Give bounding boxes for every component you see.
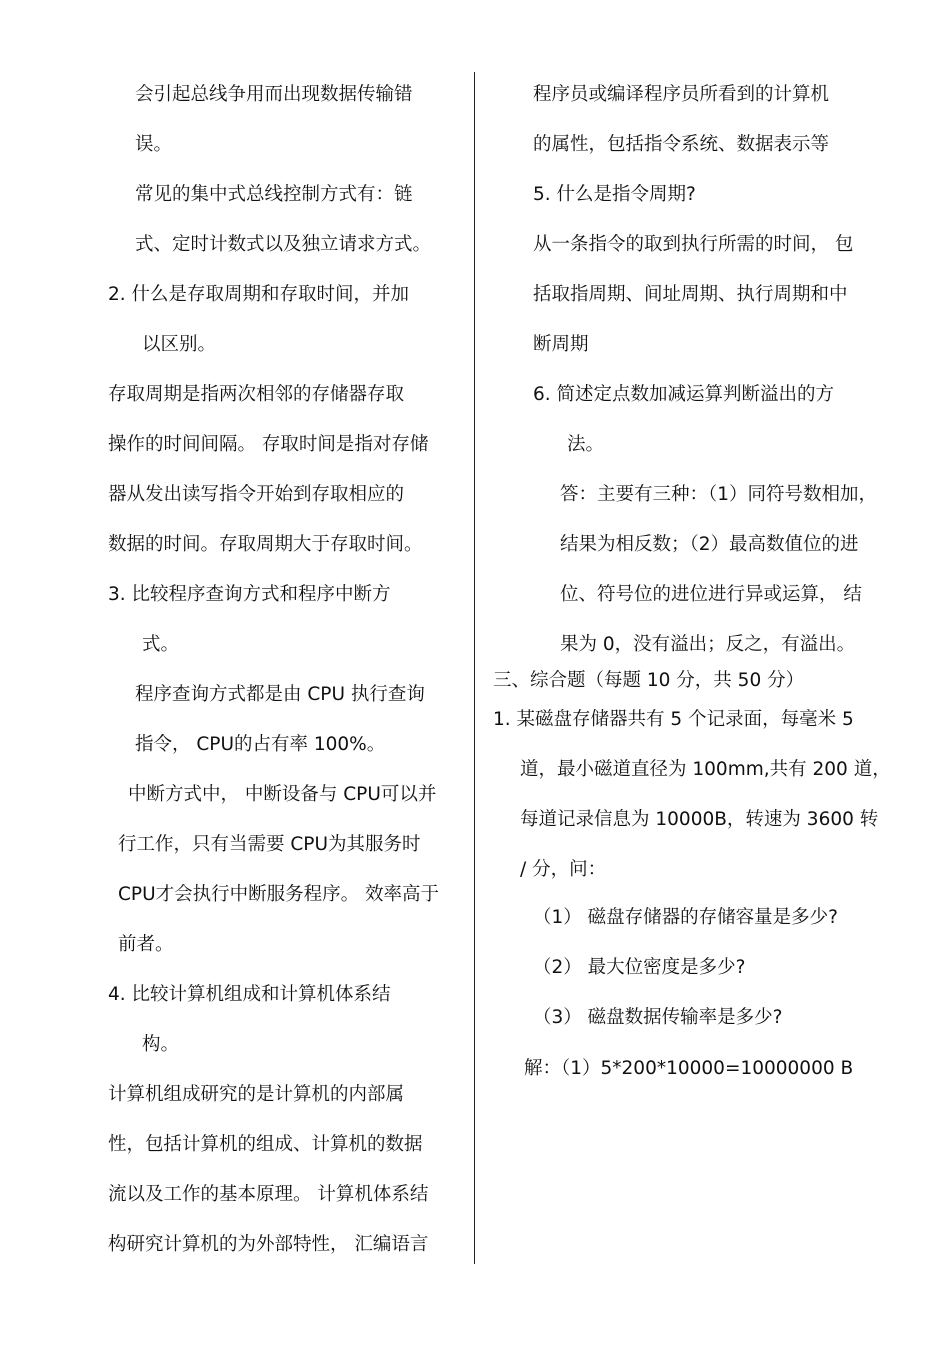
right-line-10: 结果为相反数；（2）最高数值位的进 — [560, 534, 859, 555]
left-line-7: 存取周期是指两次相邻的存储器存取 — [108, 384, 405, 405]
right-line-8: 法。 — [567, 434, 605, 455]
left-line-17: CPU才会执行中断服务程序。 效率高于 — [118, 884, 439, 905]
left-line-9: 器从发出读写指令开始到存取相应的 — [108, 484, 405, 505]
sub-question-3: （3） 磁盘数据传输率是多少? — [533, 1007, 783, 1028]
sub-question-2: （2） 最大位密度是多少? — [533, 957, 746, 978]
left-line-2: 误。 — [135, 134, 173, 155]
right-line-12: 果为 0，没有溢出；反之，有溢出。 — [560, 634, 856, 655]
right-line-15: 道，最小磁道直径为 100mm,共有 200 道， — [520, 759, 891, 780]
left-line-18: 前者。 — [118, 934, 174, 955]
right-line-9: 答：主要有三种：（1）同符号数相加， — [560, 484, 878, 505]
left-line-13: 程序查询方式都是由 CPU 执行查询 — [135, 684, 425, 705]
answer-line: 解：（1）5*200*10000=10000000 B — [524, 1058, 854, 1079]
right-line-1: 程序员或编译程序员所看到的计算机 — [533, 84, 830, 105]
left-line-23: 流以及工作的基本原理。 计算机体系结 — [108, 1184, 429, 1205]
left-line-16: 行工作，只有当需要 CPU为其服务时 — [118, 834, 421, 855]
left-line-14: 指令， CPU的占有率 100%。 — [135, 734, 386, 755]
left-question-2: 2. 什么是存取周期和存取时间，并加 — [108, 284, 410, 305]
right-line-6: 断周期 — [533, 334, 589, 355]
left-line-3: 常见的集中式总线控制方式有：链 — [135, 184, 413, 205]
left-line-1: 会引起总线争用而出现数据传输错 — [135, 84, 413, 105]
left-question-4: 4. 比较计算机组成和计算机体系结 — [108, 984, 391, 1005]
right-line-5: 括取指周期、间址周期、执行周期和中 — [533, 284, 848, 305]
left-line-8: 操作的时间间隔。 存取时间是指对存储 — [108, 434, 429, 455]
right-line-2: 的属性，包括指令系统、数据表示等 — [533, 134, 830, 155]
right-question-6: 6. 简述定点数加减运算判断溢出的方 — [533, 384, 835, 405]
right-problem-1: 1. 某磁盘存储器共有 5 个记录面，每毫米 5 — [493, 709, 854, 730]
left-line-22: 性，包括计算机的组成、计算机的数据 — [108, 1134, 423, 1155]
column-divider — [474, 72, 475, 1264]
right-line-17: / 分，问： — [520, 859, 607, 880]
left-line-12: 式。 — [142, 634, 180, 655]
left-line-15: 中断方式中， 中断设备与 CPU可以并 — [128, 784, 437, 805]
left-line-6: 以区别。 — [142, 334, 217, 355]
left-line-10: 数据的时间。存取周期大于存取时间。 — [108, 534, 423, 555]
left-question-3: 3. 比较程序查询方式和程序中断方 — [108, 584, 391, 605]
left-line-21: 计算机组成研究的是计算机的内部属 — [108, 1084, 405, 1105]
right-question-5: 5. 什么是指令周期? — [533, 184, 696, 205]
left-line-24: 构研究计算机的为外部特性， 汇编语言 — [108, 1234, 429, 1255]
sub-question-1: （1） 磁盘存储器的存储容量是多少? — [533, 907, 838, 928]
right-line-4: 从一条指令的取到执行所需的时间， 包 — [533, 234, 854, 255]
right-line-16: 每道记录信息为 10000B，转速为 3600 转 — [520, 809, 879, 830]
left-line-4: 式、定时计数式以及独立请求方式。 — [135, 234, 432, 255]
right-line-11: 位、符号位的进位进行异或运算， 结 — [560, 584, 862, 605]
left-line-20: 构。 — [142, 1034, 180, 1055]
section-heading: 三、综合题（每题 10 分，共 50 分） — [493, 670, 805, 691]
